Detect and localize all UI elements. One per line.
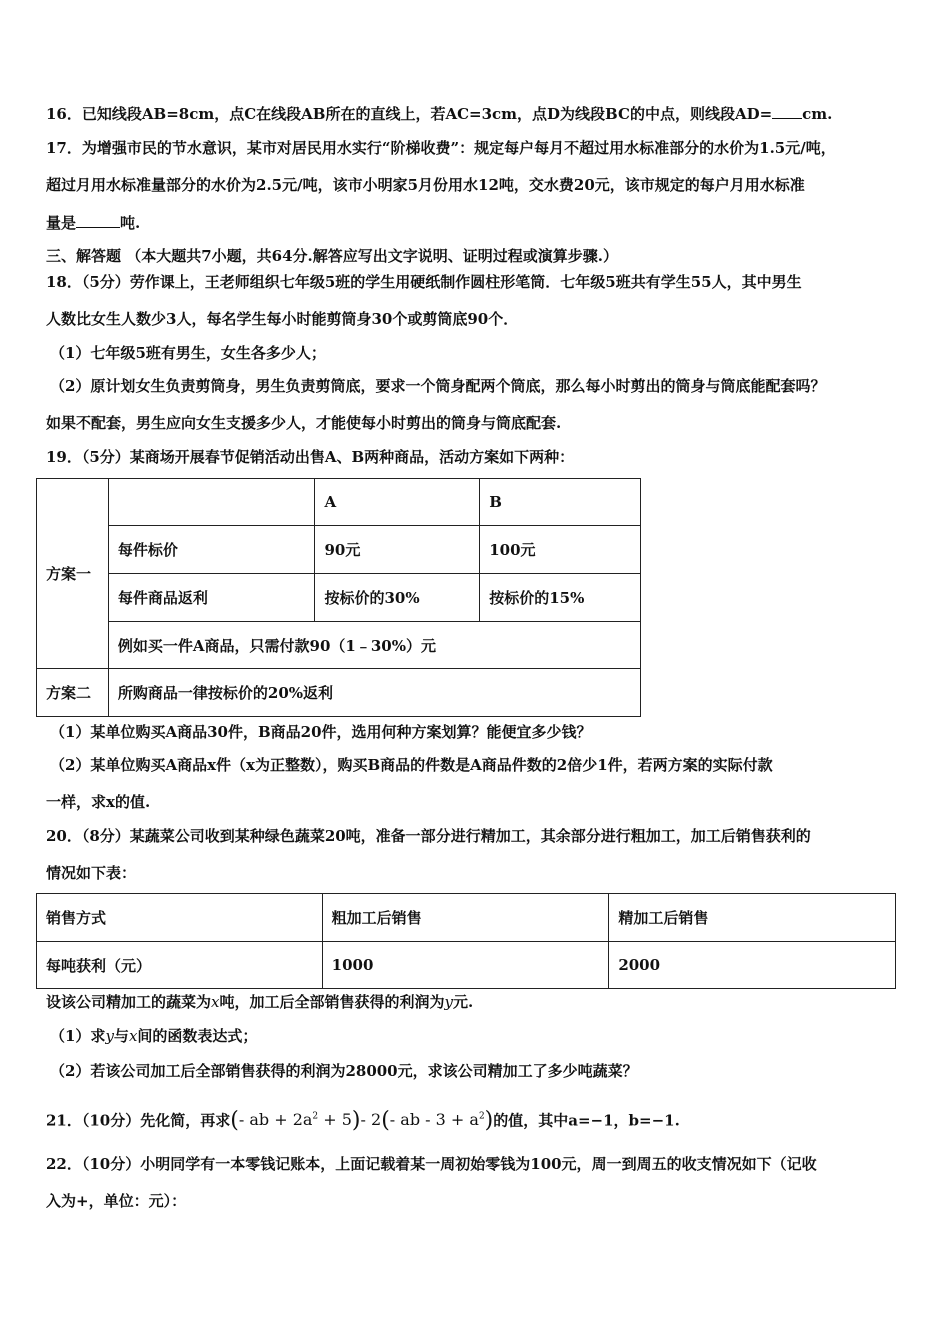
plan2-desc: 所购商品一律按标价的20%返利	[108, 669, 640, 717]
rough-header: 粗加工后销售	[322, 894, 609, 942]
question-21: 21．（10分）先化简，再求(- ab + $2a^2 + 5)-$ 2(- ab - $3 + a^2$)的值，其中a=−1，b=−1.	[46, 1108, 680, 1134]
question-17-line1: 17．为增强市民的节水意识，某市对居民用水实行“阶梯收费”：规定每户每月不超过用水标准部分的水价为1.5元/吨，	[46, 139, 836, 157]
question-18-part2b: 如果不配套，男生应向女生支援多少人，才能使每小时剪出的筒身与筒底配套.	[46, 414, 562, 432]
question-17-line2: 超过月用水标准量部分的水价为2.5元/吨，该市小明家5月份用水12吨，交水费20元，该市规定的每户月用水标准	[46, 176, 805, 194]
question-19-part2b: 一样，求x的值.	[46, 793, 151, 811]
rough-profit: 1000	[322, 942, 609, 989]
answer-blank	[76, 212, 120, 228]
plan1-label: 方案一	[37, 479, 109, 669]
question-20-part1: （1）求y与x间的函数表达式；	[50, 1027, 258, 1045]
question-22-line2: 入为+，单位：元）：	[46, 1192, 187, 1210]
sale-method-header: 销售方式	[37, 894, 323, 942]
plan2-label: 方案二	[37, 669, 109, 717]
question-20-line2: 情况如下表：	[46, 864, 137, 882]
plan1-example: 例如买一件A商品，只需付款90（1﹣30%）元	[108, 622, 640, 669]
row-price-label: 每件标价	[108, 526, 315, 574]
header-blank-cell	[108, 479, 315, 526]
question-19-part1: （1）某单位购买A商品30件，B商品20件，选用何种方案划算？能便宜多少钱？	[50, 723, 592, 741]
fine-header: 精加工后销售	[609, 894, 896, 942]
header-b: B	[480, 479, 641, 526]
fine-profit: 2000	[609, 942, 896, 989]
row-rebate-b: 按标价的15%	[480, 574, 641, 622]
question-18-line2: 人数比女生人数少3人，每名学生每小时能剪筒身30个或剪筒底90个．	[46, 310, 519, 328]
row-rebate-label: 每件商品返利	[108, 574, 315, 622]
question-20-setup: 设该公司精加工的蔬菜为x吨，加工后全部销售获得的利润为y元.	[46, 993, 474, 1011]
profit-label: 每吨获利（元）	[37, 942, 323, 989]
question-18-line1: 18．（5分）劳作课上，王老师组织七年级5班的学生用硬纸制作圆柱形笔筒．七年级5班共有学生55人，其中男生	[46, 273, 802, 291]
header-a: A	[315, 479, 480, 526]
row-rebate-a: 按标价的30%	[315, 574, 480, 622]
section-3-heading: 三、解答题 （本大题共7小题，共64分.解答应写出文字说明、证明过程或演算步骤.）	[46, 247, 618, 265]
question-19-intro: 19．（5分）某商场开展春节促销活动出售A、B两种商品，活动方案如下两种：	[46, 448, 575, 466]
plan-table	[36, 478, 641, 717]
question-18-part2a: （2）原计划女生负责剪筒身，男生负责剪筒底，要求一个筒身配两个筒底，那么每小时剪出的筒身与筒底能配套吗？	[50, 377, 826, 395]
answer-blank	[772, 103, 802, 119]
question-22-line1: 22．（10分）小明同学有一本零钱记账本，上面记载着某一周初始零钱为100元，周一到周五的收支情况如下（记收	[46, 1155, 817, 1173]
question-19-part2a: （2）某单位购买A商品x件（x为正整数），购买B商品的件数是A商品件数的2倍少1件，若两方案的实际付款	[50, 756, 773, 774]
row-price-b: 100元	[480, 526, 641, 574]
question-17-line3: 量是 吨.	[46, 214, 141, 232]
question-16: 16．已知线段AB=8cm，点C在线段AB所在的直线上，若AC=3cm，点D为线段BC的中点，则线段AD= cm.	[46, 105, 833, 123]
question-20-part2: （2）若该公司加工后全部销售获得的利润为28000元，求该公司精加工了多少吨蔬菜？	[50, 1062, 638, 1080]
profit-table	[36, 893, 896, 989]
question-18-part1: （1）七年级5班有男生，女生各多少人；	[50, 344, 326, 362]
row-price-a: 90元	[315, 526, 480, 574]
question-20-line1: 20．（8分）某蔬菜公司收到某种绿色蔬菜20吨，准备一部分进行精加工，其余部分进行粗加工，加工后销售获利的	[46, 827, 811, 845]
expression: (- ab + $2a^2 + 5)-$ 2(- ab - $3 + a^2$)	[230, 1108, 494, 1134]
